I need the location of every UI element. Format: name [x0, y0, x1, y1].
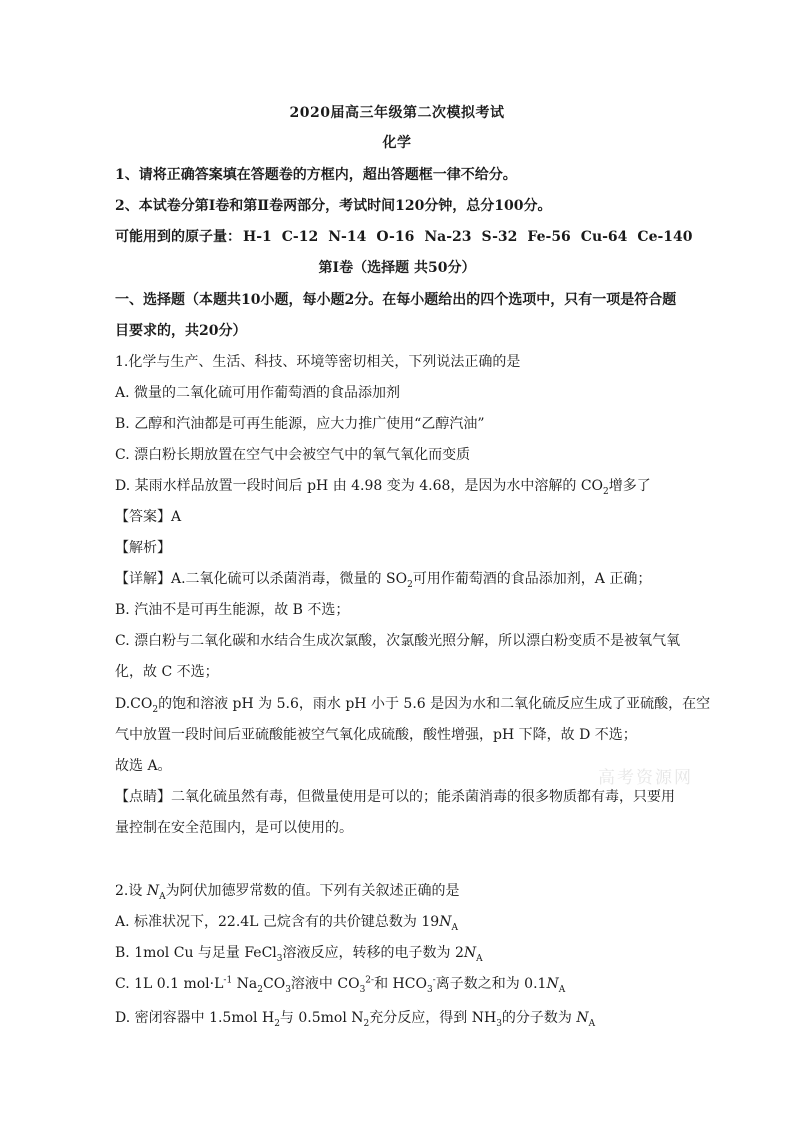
- superscript: 2-: [365, 975, 375, 986]
- atomic-mass-line: [115, 227, 695, 247]
- q1-option-d: [115, 476, 695, 496]
- na-symbol: N: [576, 1010, 589, 1026]
- watermark: 高考资源网: [598, 768, 693, 788]
- q1-option-a: A. 微量的二氧化硫可用作葡萄酒的食品添加剂: [115, 385, 401, 401]
- q1-detail-b: B. 汽油不是可再生能源，故 B 不选；: [115, 602, 350, 618]
- q1-option-d-end: 增多了: [608, 478, 651, 494]
- q1-detail-d-line-1: [115, 694, 711, 715]
- instruction-2: 2、本试卷分第Ⅰ卷和第Ⅱ卷两部分，考试时间120分钟，总分100分。: [115, 198, 552, 214]
- q2-option-c: [115, 974, 695, 994]
- atomic-mass-o: O-16: [376, 229, 415, 245]
- q2-option-c-mid: 溶液中 CO: [290, 976, 360, 992]
- q1-answer: 【答案】A: [115, 509, 182, 525]
- superscript: -: [432, 975, 436, 986]
- q2-option-a-text: A. 标准状况下，22.4L 己烷含有的共价键总数为 19: [115, 914, 440, 930]
- q1-stem: 1.化学与生产、生活、科技、环境等密切相关，下列说法正确的是: [115, 354, 521, 370]
- q1-tip-line-1: 【点睛】二氧化硫虽然有毒，但微量使用是可以的；能杀菌消毒的很多物质都有毒，只要用: [115, 789, 675, 805]
- q2-option-d-n2: 与 0.5mol N: [279, 1010, 364, 1026]
- q2-option-c-co: CO: [262, 976, 286, 992]
- atomic-mass-c: C-12: [281, 229, 319, 245]
- subscript: 2: [274, 1018, 280, 1029]
- q1-detail-a-end: 可用作葡萄酒的食品添加剂，A 正确；: [412, 571, 652, 587]
- atomic-mass-n: N-14: [328, 229, 367, 245]
- q2-option-d-start: D. 密闭容器中 1.5mol H: [115, 1010, 275, 1026]
- section-heading: 第Ⅰ卷（选择题 共50分）: [318, 260, 476, 276]
- q1-option-b: B. 乙醇和汽油都是可再生能源，应大力推广使用“乙醇汽油”: [115, 416, 485, 432]
- q2-option-c-na: Na: [232, 976, 258, 992]
- subscript: 2: [363, 1018, 370, 1029]
- q2-option-b: [115, 943, 695, 963]
- q2-option-c-start: C. 1L 0.1 mol·L: [115, 976, 224, 992]
- subscript: 3: [276, 953, 283, 964]
- q2-option-b-text: 溶液反应，转移的电子数为 2: [282, 945, 464, 961]
- subscript: A: [159, 891, 166, 902]
- q2-option-a: [115, 912, 695, 932]
- atomic-mass-label: 可能用到的原子量：: [115, 229, 241, 245]
- subscript: A: [476, 953, 483, 964]
- subscript: 3: [359, 984, 366, 995]
- q2-option-c-end: 离子数之和为 0.1: [435, 976, 547, 992]
- subscript: 3: [426, 984, 433, 995]
- q1-detail-d-text: 的饱和溶液 pH 为 5.6，雨水 pH 小于 5.6 是因为水和二氧化硫反应生成了亚硫酸，在空: [158, 696, 711, 712]
- na-symbol: N: [439, 914, 452, 930]
- q2-option-d-mid: 充分反应，得到 NH: [369, 1010, 497, 1026]
- q1-detail-d-line-2: 气中放置一段时间后亚硫酸能被空气氧化成硫酸，酸性增强，pH 下降，故 D 不选；: [115, 727, 637, 743]
- q2-stem-start: 2.设: [115, 883, 147, 899]
- subscript: 3: [496, 1018, 502, 1029]
- subscript: 2: [257, 984, 263, 995]
- q1-option-d-text: D. 某雨水样品放置一段时间后 pH 由 4.98 变为 4.68，是因为水中溶解的 CO: [115, 478, 604, 494]
- subscript: A: [451, 922, 458, 933]
- q1-analysis-label: 【解析】: [115, 540, 171, 556]
- atomic-mass-s: S-32: [481, 229, 518, 245]
- na-symbol: N: [146, 883, 160, 899]
- na-symbol: N: [463, 945, 477, 961]
- exam-title: 2020届高三年级第二次模拟考试: [289, 105, 505, 121]
- q2-option-c-hco: 和 HCO: [374, 976, 427, 992]
- q2-option-d-end: 的分子数为: [501, 1010, 577, 1026]
- part-instruction-line-1: 一、选择题（本题共10小题，每小题2分。在每小题给出的四个选项中，只有一项是符合题: [115, 292, 677, 308]
- superscript: -1: [223, 975, 233, 986]
- atomic-mass-ce: Ce-140: [637, 229, 693, 245]
- q2-stem-text: 为阿伏加德罗常数的值。下列有关叙述正确的是: [165, 883, 460, 899]
- subject-title: 化学: [382, 135, 412, 151]
- atomic-mass-h: H-1: [243, 229, 272, 245]
- subscript: 3: [285, 984, 291, 995]
- atomic-mass-cu: Cu-64: [580, 229, 628, 245]
- q1-conclusion: 故选 A。: [115, 758, 172, 774]
- subscript: A: [588, 1018, 596, 1029]
- q1-detail-d-start: D.CO: [115, 696, 153, 712]
- subscript: 2: [407, 579, 413, 590]
- q1-detail-c-line-1: C. 漂白粉与二氧化碳和水结合生成次氯酸，次氯酸光照分解，所以漂白粉变质不是被氧气氧: [115, 633, 681, 649]
- subscript: 2: [152, 704, 159, 715]
- q1-detail-c-line-2: 化，故 C 不选；: [115, 664, 219, 680]
- q1-detail-a: [115, 569, 695, 589]
- q2-option-b-start: B. 1mol Cu 与足量 FeCl: [115, 945, 277, 961]
- part-instruction-line-2: 目要求的，共20分）: [115, 323, 247, 339]
- q2-option-d: [115, 1008, 695, 1028]
- subscript: A: [558, 984, 566, 995]
- q1-detail-a-text: 【详解】A.二氧化硫可以杀菌消毒，微量的 SO: [115, 571, 408, 587]
- q1-option-c: C. 漂白粉长期放置在空气中会被空气中的氧气氧化而变质: [115, 447, 471, 463]
- q1-tip-line-2: 量控制在安全范围内，是可以使用的。: [115, 820, 353, 836]
- q2-stem: [115, 881, 695, 901]
- na-symbol: N: [546, 976, 559, 992]
- subscript: 2: [603, 486, 609, 497]
- instruction-1: 1、请将正确答案填在答题卷的方框内，超出答题框一律不给分。: [115, 167, 517, 183]
- atomic-mass-na: Na-23: [424, 229, 472, 245]
- atomic-mass-fe: Fe-56: [527, 229, 571, 245]
